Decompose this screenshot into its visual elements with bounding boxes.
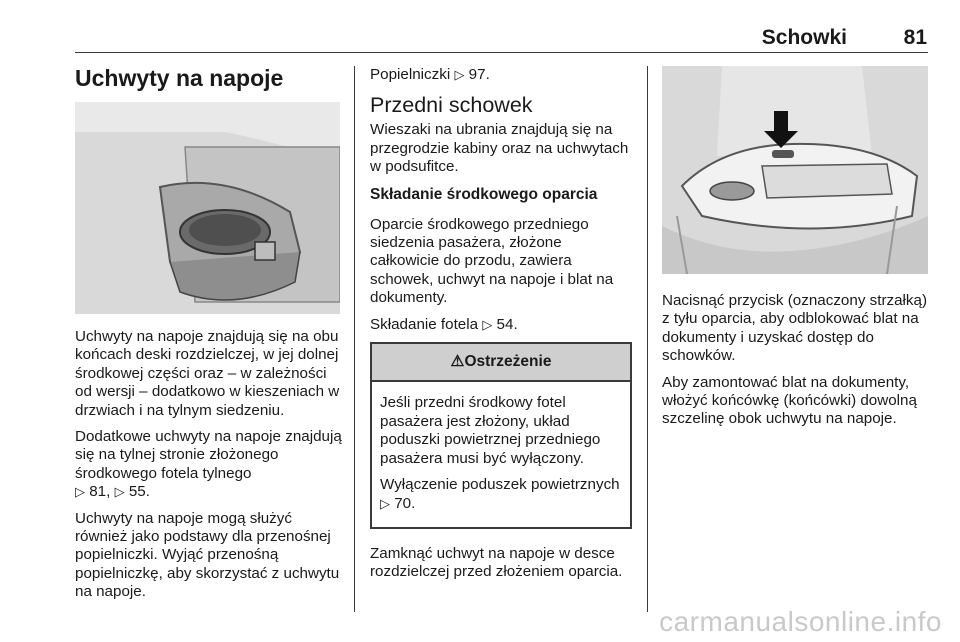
column-divider-2 (647, 66, 648, 612)
reference-arrow-icon: ▷ (380, 495, 390, 511)
folding-backrest-heading: Składanie środkowego oparcia (370, 185, 598, 203)
ashtray-reference-text: Popielniczki (370, 66, 451, 83)
reference-link-97[interactable]: 97. (468, 66, 490, 83)
cupholders-paragraph-1: Uchwyty na napoje znajdują się na obu końcach deski rozdzielczej, w jej dolnej środkowej części oraz – w zależności od wersji – dodatkowo w kieszeniach w drzwiach i na tylnym siedzeniu. (75, 328, 340, 419)
airbag-reference (380, 476, 622, 513)
warning-header (372, 344, 630, 382)
reference-arrow-icon: ▷ (114, 484, 125, 500)
reference-link-55[interactable]: 55. (128, 483, 150, 501)
warning-box (370, 342, 632, 529)
column-2 (370, 66, 632, 590)
ashtray-reference (370, 66, 632, 84)
column-1 (75, 64, 345, 610)
folding-reference (370, 316, 632, 334)
folding-reference-text: Składanie fotela (370, 315, 479, 333)
backrest-paragraph: Oparcie środkowego przedniego siedzenia pasażera, złożone całkowicie do przodu, zawiera schowek, uchwyt na napoje i blat na dokumenty. (370, 215, 614, 307)
close-cupholder-paragraph: Zamknąć uchwyt na napoje w desce rozdzielczej przed złożeniem oparcia. (370, 544, 623, 581)
warning-icon: ⚠ (450, 353, 465, 371)
warning-text: Jeśli przedni środkowy fotel pasażera jest złożony, układ poduszki powietrznej przedniego pasażera musi być wyłączony. (380, 394, 601, 467)
reference-arrow-icon: ▷ (482, 316, 493, 332)
backrest-drawing (662, 66, 928, 274)
rear-cupholders-text: Dodatkowe uchwyty na napoje znajdują się na tylnej stronie złożonego środkowego fotela tylnego (75, 428, 342, 482)
header-rule (75, 52, 928, 53)
cupholders-heading: Uchwyty na napoje (75, 65, 284, 91)
press-button-paragraph: Nacisnąć przycisk (oznaczony strzałką) z tyłu oparcia, aby odblokować blat na dokumenty i uzyskać dostęp do schowków. (662, 292, 928, 365)
backrest-illustration (662, 66, 928, 274)
cupholder-drawing (75, 102, 340, 314)
reference-link-54[interactable]: 54. (496, 315, 518, 333)
section-title: Schowki (761, 26, 847, 49)
column-3 (662, 66, 928, 437)
column-divider-1 (354, 66, 355, 612)
reference-link-81[interactable]: 81, (89, 483, 111, 501)
mount-table-paragraph: Aby zamontować blat na dokumenty, włożyć końcówkę (końcówki) dowolną szczelinę obok uchwytu na napoje. (662, 373, 917, 428)
hangers-paragraph: Wieszaki na ubrania znajdują się na przegrodzie kabiny oraz na uchwytach w podsufitce. (370, 121, 629, 176)
warning-title: Ostrzeżenie (464, 353, 552, 371)
reference-arrow-icon: ▷ (454, 67, 465, 82)
watermark: carmanualsonline.info (659, 606, 942, 637)
warning-body (372, 382, 630, 526)
cupholders-paragraph-3: Uchwyty na napoje mogą służyć również jako podstawy dla przenośnej popielniczki. Wyjąć przenośną popielniczkę, aby skorzystać z uchwytu na napoje. (75, 509, 340, 601)
airbag-reference-text: Wyłączenie poduszek powietrznych (380, 476, 620, 494)
reference-link-70[interactable]: 70. (394, 494, 416, 512)
cupholders-paragraph-2 (75, 428, 345, 502)
front-storage-heading: Przedni schowek (370, 93, 533, 118)
page-number: 81 (903, 26, 927, 49)
cupholder-illustration (75, 102, 340, 314)
reference-arrow-icon: ▷ (75, 484, 85, 500)
